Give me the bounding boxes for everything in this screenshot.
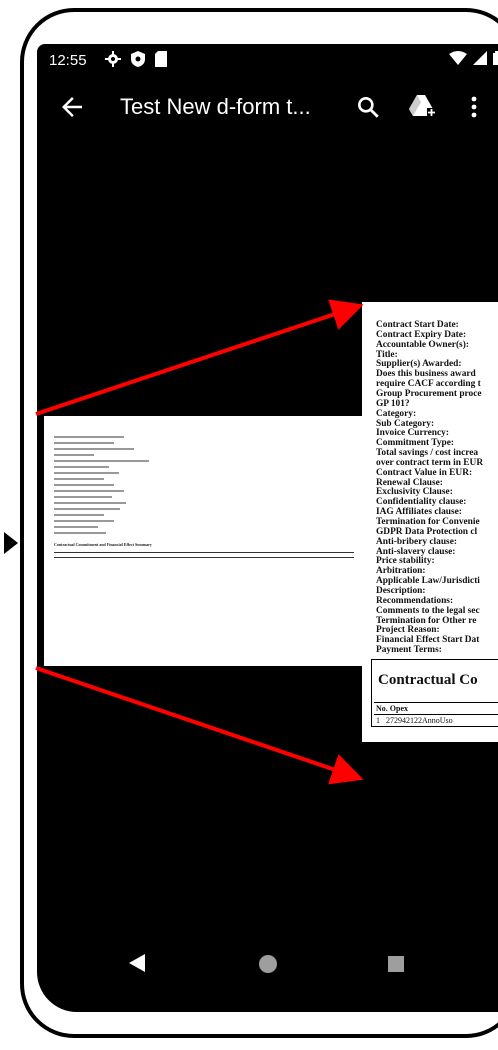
document-field-label: Group Procurement proce [376, 388, 482, 399]
document-field-label: Anti-bribery clause: [376, 536, 457, 547]
cell-opex: 272942122AnnoUso [386, 716, 453, 725]
document-field-label: Accountable Owner(s): [376, 339, 469, 350]
header-no: No. [376, 704, 388, 713]
document-field-label: Confidentiality clause: [376, 497, 467, 508]
document-field-label: Invoice Currency: [376, 428, 449, 439]
document-field-label: Title: [376, 349, 398, 360]
document-field-label: Sub Category: [376, 418, 435, 429]
document-field-label: Description: [376, 585, 426, 596]
document-field-label: Recommendations: [376, 595, 454, 606]
document-field-label: Supplier(s) Awarded: [376, 359, 462, 370]
pointer-arrow-icon [4, 532, 18, 554]
document-field-label: Renewal Clause: [376, 477, 443, 488]
document-field-label: Contract Start Date: [376, 320, 459, 330]
document-field-label: Commitment Type: [376, 438, 455, 449]
document-field-label: Financial Effect Start Dat [376, 635, 480, 646]
document-field-label: Project Reason: [376, 625, 440, 636]
document-field-label: Does this business award [376, 369, 476, 380]
document-field-label: over contract term in EUR [376, 457, 484, 468]
document-field-label: Contract Expiry Date: [376, 329, 467, 340]
document-title: Test New d-form t... [120, 94, 311, 119]
thumbnail-section-title: Contractual Commitment and Financial Effect Summary [54, 542, 152, 547]
document-field-label: Anti-slavery clause: [376, 546, 456, 557]
document-field-label: Exclusivity Clause: [376, 487, 453, 498]
document-field-label: GP 101? [376, 398, 410, 409]
document-field-label: Termination for Other re [376, 615, 477, 626]
section-title: Contractual Co [378, 672, 478, 688]
document-field-label: Price stability: [376, 556, 435, 567]
document-field-label: Arbitration: [376, 566, 426, 577]
document-field-label: require CACF according t [376, 379, 481, 390]
document-field-label: Applicable Law/Jurisdicti [376, 576, 480, 587]
document-field-label: GDPR Data Protection cl [376, 526, 478, 537]
document-field-label: Termination for Convenie [376, 517, 480, 527]
document-field-label: IAG Affiliates clause: [376, 507, 462, 518]
document-field-label: Category: [376, 408, 417, 419]
document-field-label: Payment Terms: [376, 645, 442, 656]
header-opex: Opex [389, 704, 409, 713]
cell-no: 1 [376, 716, 380, 725]
status-time: 12:55 [49, 52, 87, 69]
document-field-label: Contract Value in EUR: [376, 467, 473, 478]
document-field-label: Comments to the legal sec [376, 605, 480, 616]
document-field-label: Total savings / cost increa [376, 448, 479, 459]
